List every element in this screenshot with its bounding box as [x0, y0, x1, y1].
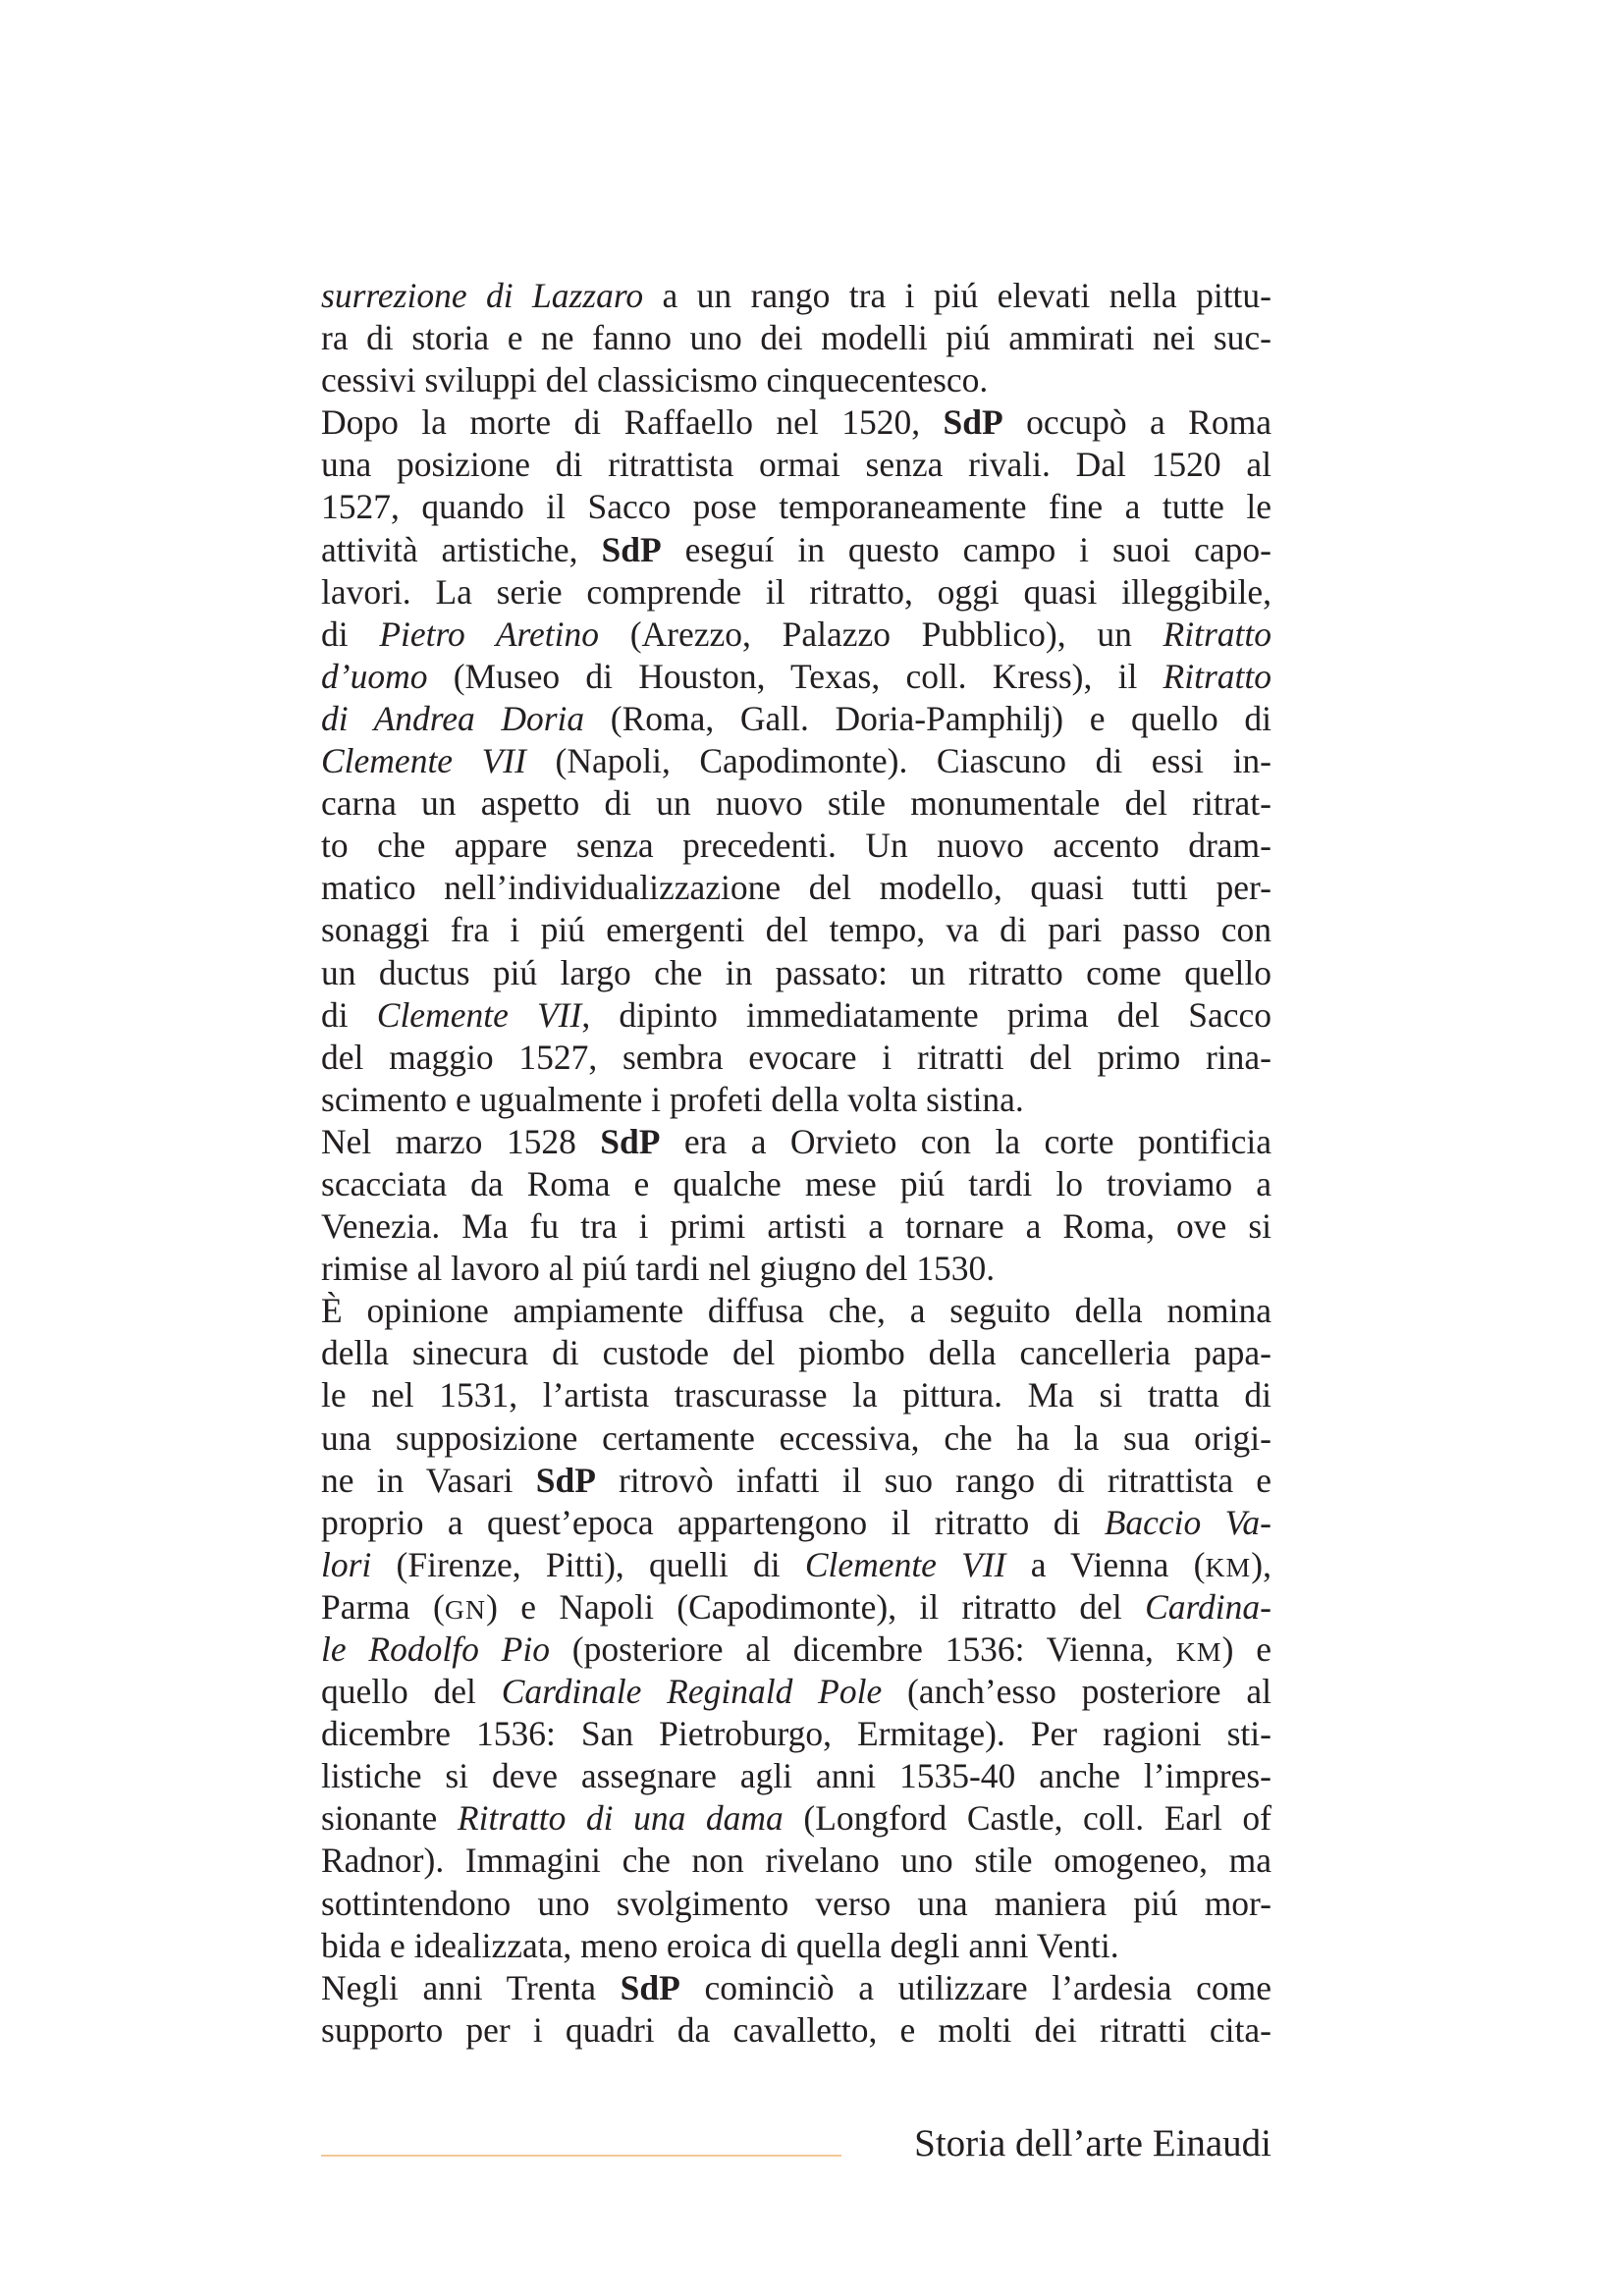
text-line: rimise al lavoro al piú tardi nel giugno del 1530.: [321, 1249, 996, 1289]
text-line: ne in Vasari SdP ritrovò infatti il suo rango di ritrattista e: [321, 1460, 1271, 1500]
text-line: scacciata da Roma e qualche mese piú tardi lo troviamo a: [321, 1163, 1271, 1203]
text-line: sottintendono uno svolgimento verso una maniera piú mor-: [321, 1883, 1271, 1923]
text-line: 1527, quando il Sacco pose temporaneamente fine a tutte le: [321, 487, 1271, 527]
text-line: una supposizione certamente eccessiva, che ha la sua origi-: [321, 1417, 1271, 1458]
text-line: una posizione di ritrattista ormai senza rivali. Dal 1520 al: [321, 445, 1271, 485]
italic-title: lori: [321, 1544, 372, 1584]
footer-rule: [321, 2155, 841, 2157]
text-line: Dopo la morte di Raffaello nel 1520, SdP occupò a Roma: [321, 402, 1271, 443]
abbr-sdp: SdP: [620, 1967, 680, 2007]
text-line: Nel marzo 1528 SdP era a Orvieto con la corte pontificia: [321, 1121, 1271, 1161]
italic-title: di Andrea Doria: [321, 698, 585, 738]
italic-title: Ritratto: [1163, 656, 1271, 696]
text-line: bida e idealizzata, meno eroica di quella degli anni Venti.: [321, 1925, 1119, 1965]
text-line: Parma (GN) e Napoli (Capodimonte), il ritratto del Cardina-: [321, 1586, 1271, 1627]
italic-title: Clemente VII: [321, 741, 526, 781]
italic-title: Cardinale Reginald Pole: [501, 1672, 883, 1712]
italic-title: Pietro Aretino: [379, 614, 599, 654]
text-line: quello del Cardinale Reginald Pole (anch’esso posteriore al: [321, 1672, 1271, 1712]
text-line: le nel 1531, l’artista trascurasse la pittura. Ma si tratta di: [321, 1375, 1271, 1415]
body-text: [321, 275, 1271, 2052]
text-line: le Rodolfo Pio (posteriore al dicembre 1536: Vienna, KM) e: [321, 1629, 1271, 1669]
text-line: È opinione ampiamente diffusa che, a seguito della nomina: [321, 1291, 1271, 1331]
italic-title: Ritratto: [1163, 614, 1271, 654]
italic-title: le Rodolfo Pio: [321, 1629, 550, 1669]
abbr-sdp: SdP: [600, 1121, 661, 1161]
text-line: lori (Firenze, Pitti), quelli di Clemente VII a Vienna (KM),: [321, 1544, 1271, 1584]
footer-title: Storia dell’arte Einaudi: [914, 2122, 1271, 2164]
italic-title: Baccio Va-: [1104, 1502, 1271, 1542]
text-line: di Pietro Aretino (Arezzo, Palazzo Pubblico), un Ritratto: [321, 614, 1271, 654]
abbr-sdp: SdP: [943, 402, 1003, 443]
italic-title: surrezione di Lazzaro: [321, 276, 644, 315]
text-line: un ductus piú largo che in passato: un ritratto come quello: [321, 952, 1271, 992]
italic-title: Cardina-: [1145, 1586, 1271, 1627]
abbr-sdp: SdP: [601, 529, 662, 569]
text-line: Radnor). Immagini che non rivelano uno stile omogeneo, ma: [321, 1841, 1271, 1881]
text-line: attività artistiche, SdP eseguí in questo campo i suoi capo-: [321, 529, 1271, 569]
italic-title: Clemente VII: [376, 994, 582, 1035]
text-line: sionante Ritratto di una dama (Longford Castle, coll. Earl of: [321, 1798, 1271, 1839]
text-line: to che appare senza precedenti. Un nuovo accento dram-: [321, 826, 1271, 866]
text-line: sonaggi fra i piú emergenti del tempo, va di pari passo con: [321, 910, 1271, 950]
text-line: di Clemente VII, dipinto immediatamente prima del Sacco: [321, 994, 1271, 1035]
text-line: Negli anni Trenta SdP cominciò a utilizzare l’ardesia come: [321, 1967, 1271, 2007]
text-line: listiche si deve assegnare agli anni 1535-40 anche l’impres-: [321, 1756, 1271, 1796]
italic-title: Ritratto di una dama: [457, 1798, 784, 1839]
text-line: dicembre 1536: San Pietroburgo, Ermitage). Per ragioni sti-: [321, 1714, 1271, 1754]
text-line: supporto per i quadri da cavalletto, e molti dei ritratti cita-: [321, 2009, 1271, 2050]
text-line: lavori. La serie comprende il ritratto, oggi quasi illeggibile,: [321, 571, 1271, 612]
text-line: d’uomo (Museo di Houston, Texas, coll. Kress), il Ritratto: [321, 656, 1271, 696]
text-line: di Andrea Doria (Roma, Gall. Doria-Pamphilj) e quello di: [321, 698, 1271, 738]
italic-title: Clemente VII: [804, 1544, 1006, 1584]
text-line: Venezia. Ma fu tra i primi artisti a tornare a Roma, ove si: [321, 1206, 1271, 1247]
abbr-sdp: SdP: [535, 1460, 596, 1500]
text-line: della sinecura di custode del piombo della cancelleria papa-: [321, 1333, 1271, 1373]
text-line: del maggio 1527, sembra evocare i ritratti del primo rina-: [321, 1037, 1271, 1077]
text-line: matico nell’individualizzazione del modello, quasi tutti per-: [321, 868, 1271, 908]
text-line: carna un aspetto di un nuovo stile monumentale del ritrat-: [321, 783, 1271, 824]
text-line: ra di storia e ne fanno uno dei modelli piú ammirati nei suc-: [321, 318, 1271, 358]
text-line: Clemente VII (Napoli, Capodimonte). Ciascuno di essi in-: [321, 741, 1271, 781]
text-line: cessivi sviluppi del classicismo cinquecentesco.: [321, 360, 989, 400]
text-line: surrezione di Lazzaro a un rango tra i piú elevati nella pittu-: [321, 276, 1271, 315]
text-line: proprio a quest’epoca appartengono il ritratto di Baccio Va-: [321, 1502, 1271, 1542]
text-line: scimento e ugualmente i profeti della volta sistina.: [321, 1079, 1024, 1119]
italic-title: d’uomo: [321, 656, 428, 696]
